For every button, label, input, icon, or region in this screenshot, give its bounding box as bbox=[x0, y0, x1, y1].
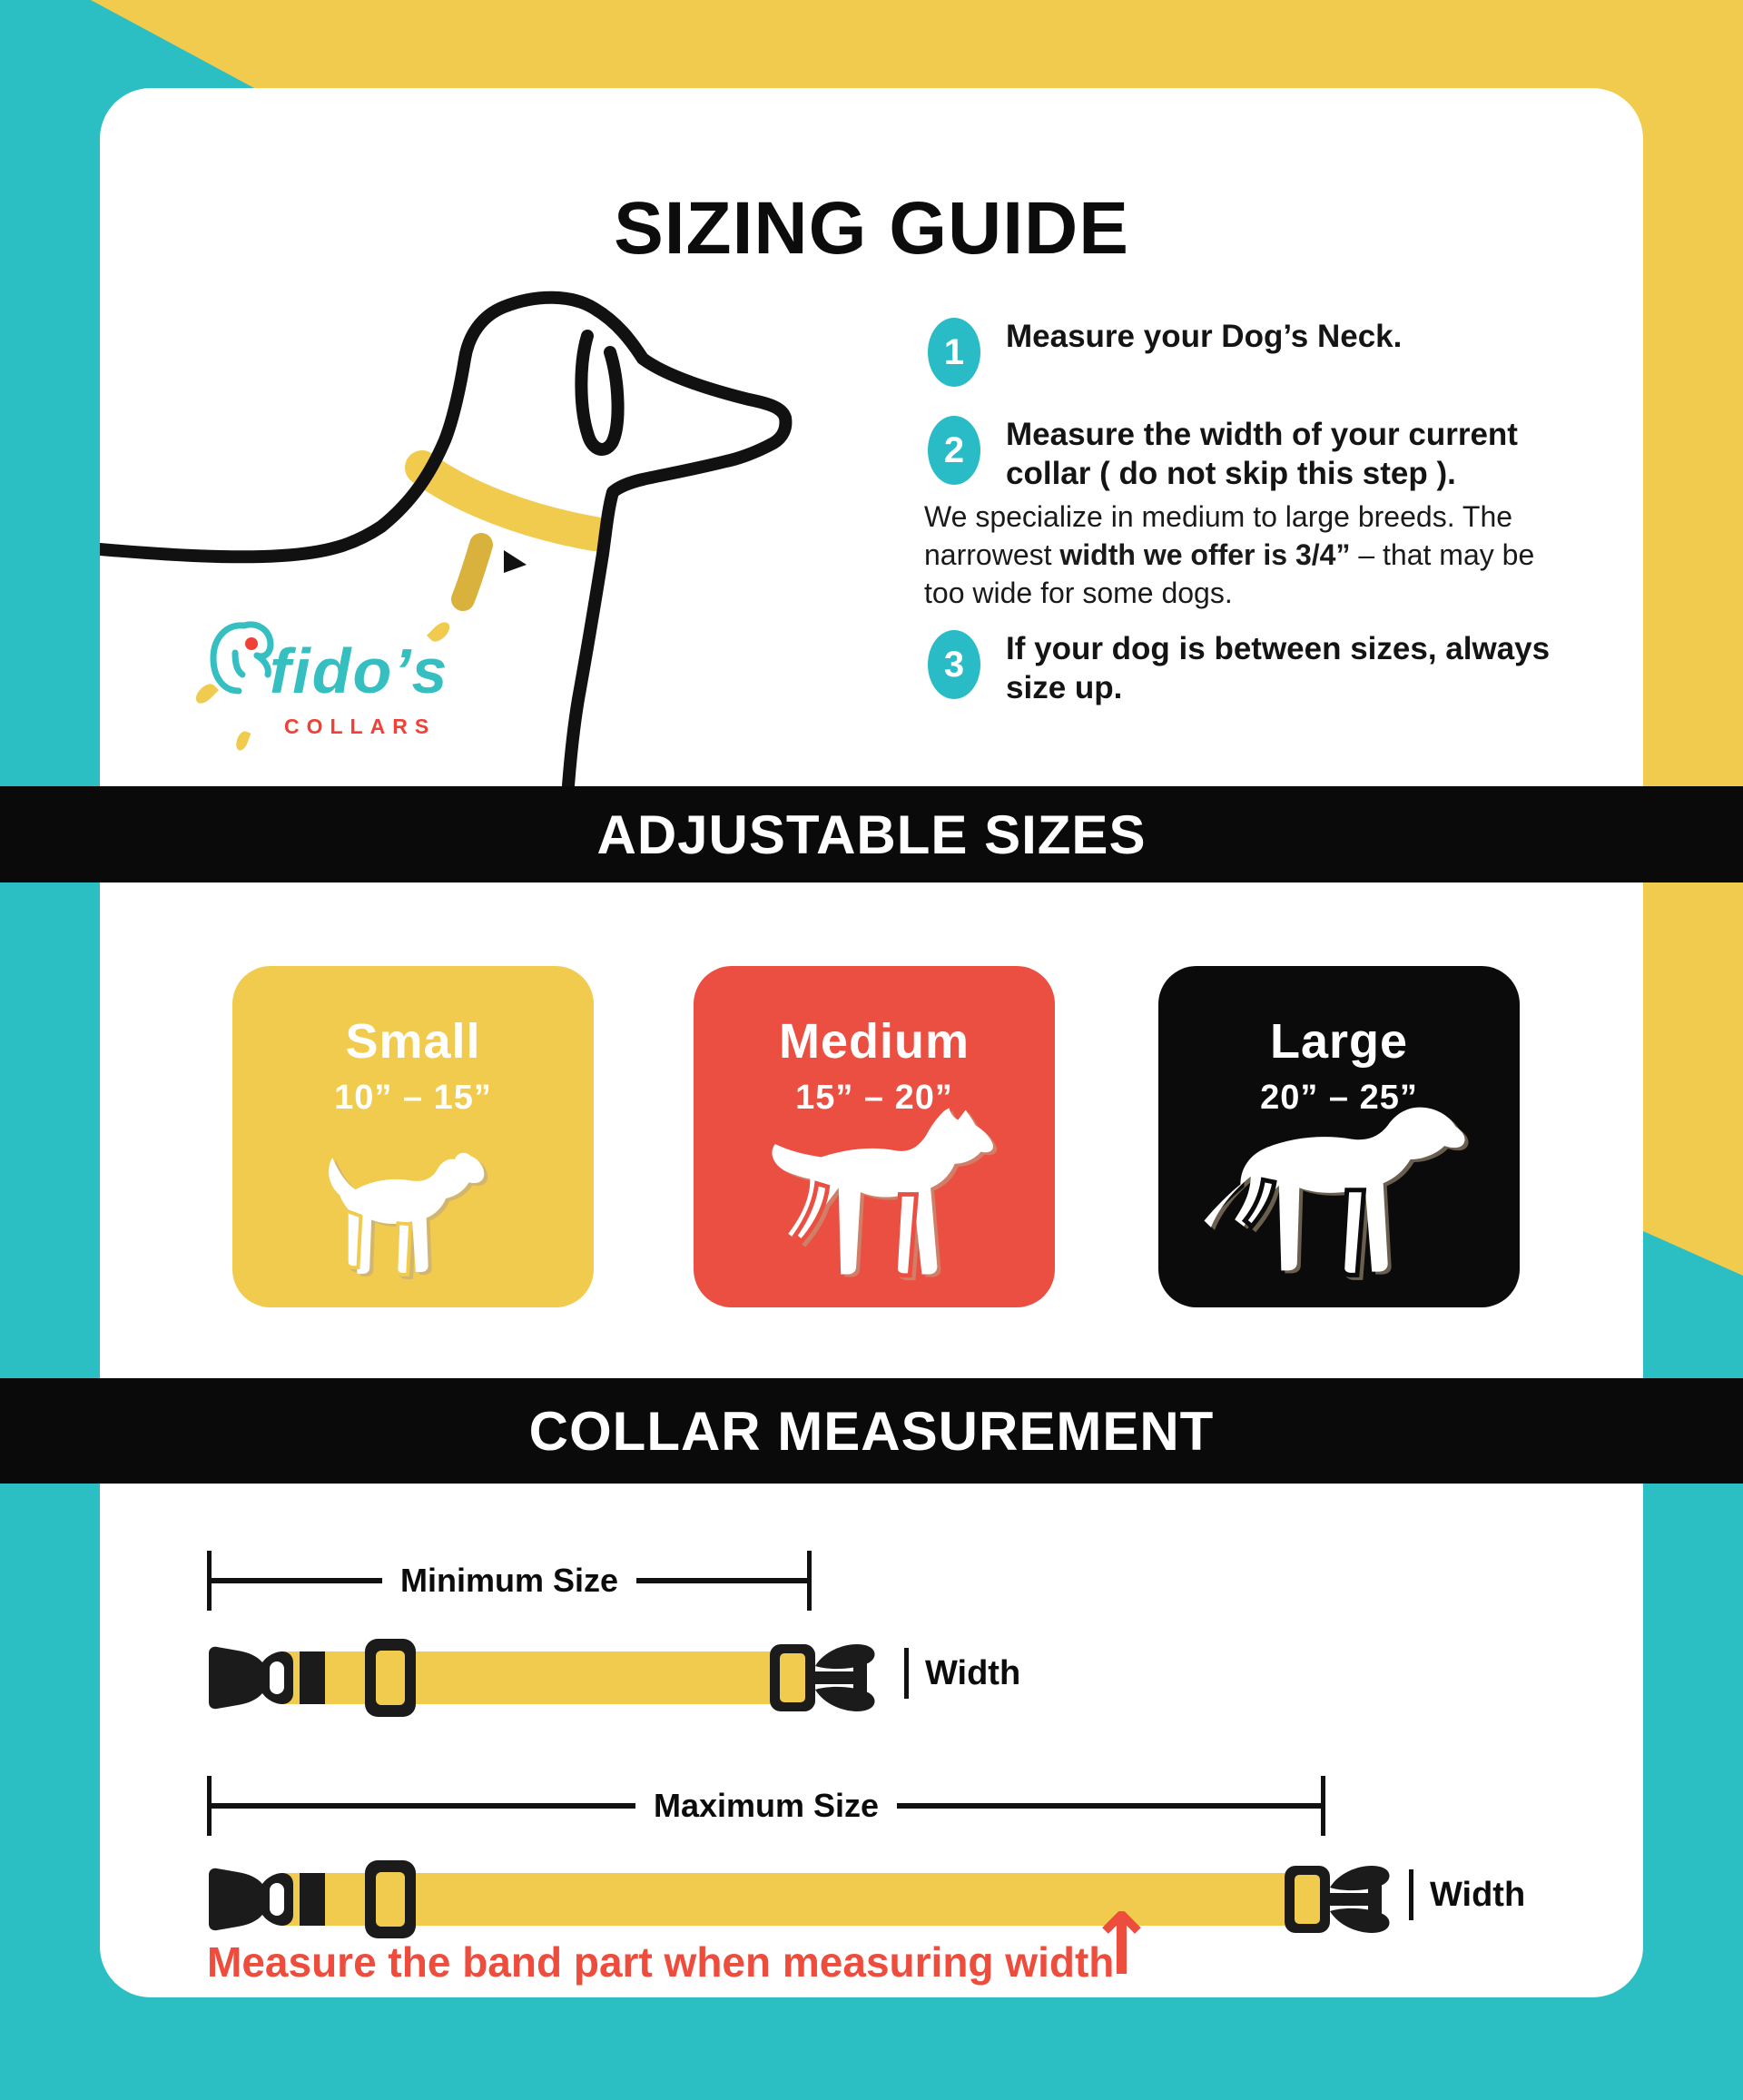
medium-dog-silhouette-icon bbox=[751, 1107, 998, 1282]
width-text: Width bbox=[1430, 1875, 1526, 1914]
measure-band-note: Measure the band part when measuring width bbox=[207, 1938, 1115, 1986]
step-1-number-badge: 1 bbox=[928, 318, 980, 387]
width-text: Width bbox=[925, 1653, 1021, 1692]
logo-wordmark: fido’s bbox=[270, 636, 449, 706]
size-small-label: Small bbox=[345, 1014, 481, 1069]
minimum-size-dimension bbox=[207, 1551, 812, 1611]
note-text: – that may be too wide for some dogs. bbox=[924, 538, 1535, 610]
dimension-line bbox=[897, 1803, 1321, 1809]
small-dog-silhouette-icon bbox=[320, 1149, 507, 1282]
collar-minimum-graphic bbox=[207, 1639, 882, 1717]
width-label-max bbox=[1409, 1867, 1525, 1923]
size-card-large bbox=[1158, 966, 1520, 1307]
step-2-text: Measure the width of your current collar ( do not skip this step ). bbox=[1006, 417, 1518, 491]
logo bbox=[204, 604, 495, 758]
collar-loose-end bbox=[463, 545, 481, 599]
size-medium-label: Medium bbox=[778, 1014, 970, 1069]
sizing-note-paragraph bbox=[924, 498, 1560, 613]
step-1 bbox=[928, 318, 1591, 387]
size-small-range: 10” – 15” bbox=[334, 1079, 492, 1117]
logo-subtitle: COLLARS bbox=[284, 715, 437, 738]
dimension-tick bbox=[1321, 1776, 1325, 1836]
collar-measurement-banner: COLLAR MEASUREMENT bbox=[0, 1378, 1743, 1484]
collar-band bbox=[422, 468, 595, 534]
dimension-tick bbox=[807, 1551, 812, 1611]
note-bold-text: width we offer is 3/4” bbox=[1059, 538, 1351, 572]
size-medium-range: 15” – 20” bbox=[795, 1079, 953, 1117]
step-2-number-badge: 2 bbox=[928, 416, 980, 485]
logo-spark-icon bbox=[234, 730, 251, 753]
large-dog-silhouette-icon bbox=[1197, 1100, 1481, 1282]
step-3 bbox=[928, 630, 1591, 707]
step-2 bbox=[928, 416, 1591, 493]
up-arrow-icon: ↑ bbox=[1086, 1896, 1157, 1995]
dog-ear-outline bbox=[581, 336, 617, 449]
collar-tag bbox=[504, 550, 527, 573]
adjustable-sizes-banner: ADJUSTABLE SIZES bbox=[0, 786, 1743, 882]
size-large-label: Large bbox=[1269, 1014, 1409, 1069]
page-title: SIZING GUIDE bbox=[614, 187, 1129, 270]
dimension-line bbox=[636, 1578, 807, 1583]
maximum-size-label: Maximum Size bbox=[653, 1787, 880, 1824]
step-1-text: Measure your Dog’s Neck. bbox=[1006, 319, 1403, 354]
step-3-text: If your dog is between sizes, always size up. bbox=[1006, 631, 1551, 705]
note-text: We specialize in medium to large breeds. The narrowest bbox=[924, 500, 1513, 572]
size-large-range: 20” – 25” bbox=[1260, 1079, 1418, 1117]
dimension-line bbox=[212, 1803, 635, 1809]
maximum-size-dimension bbox=[207, 1776, 1325, 1836]
size-card-small bbox=[232, 966, 594, 1307]
width-tick bbox=[1409, 1869, 1413, 1920]
collar-maximum-graphic bbox=[207, 1860, 1405, 1938]
width-label-min bbox=[904, 1645, 1020, 1701]
size-card-medium bbox=[694, 966, 1055, 1307]
dimension-line bbox=[212, 1578, 382, 1583]
minimum-size-label: Minimum Size bbox=[399, 1562, 619, 1599]
width-tick bbox=[904, 1648, 909, 1699]
step-3-number-badge: 3 bbox=[928, 630, 980, 699]
